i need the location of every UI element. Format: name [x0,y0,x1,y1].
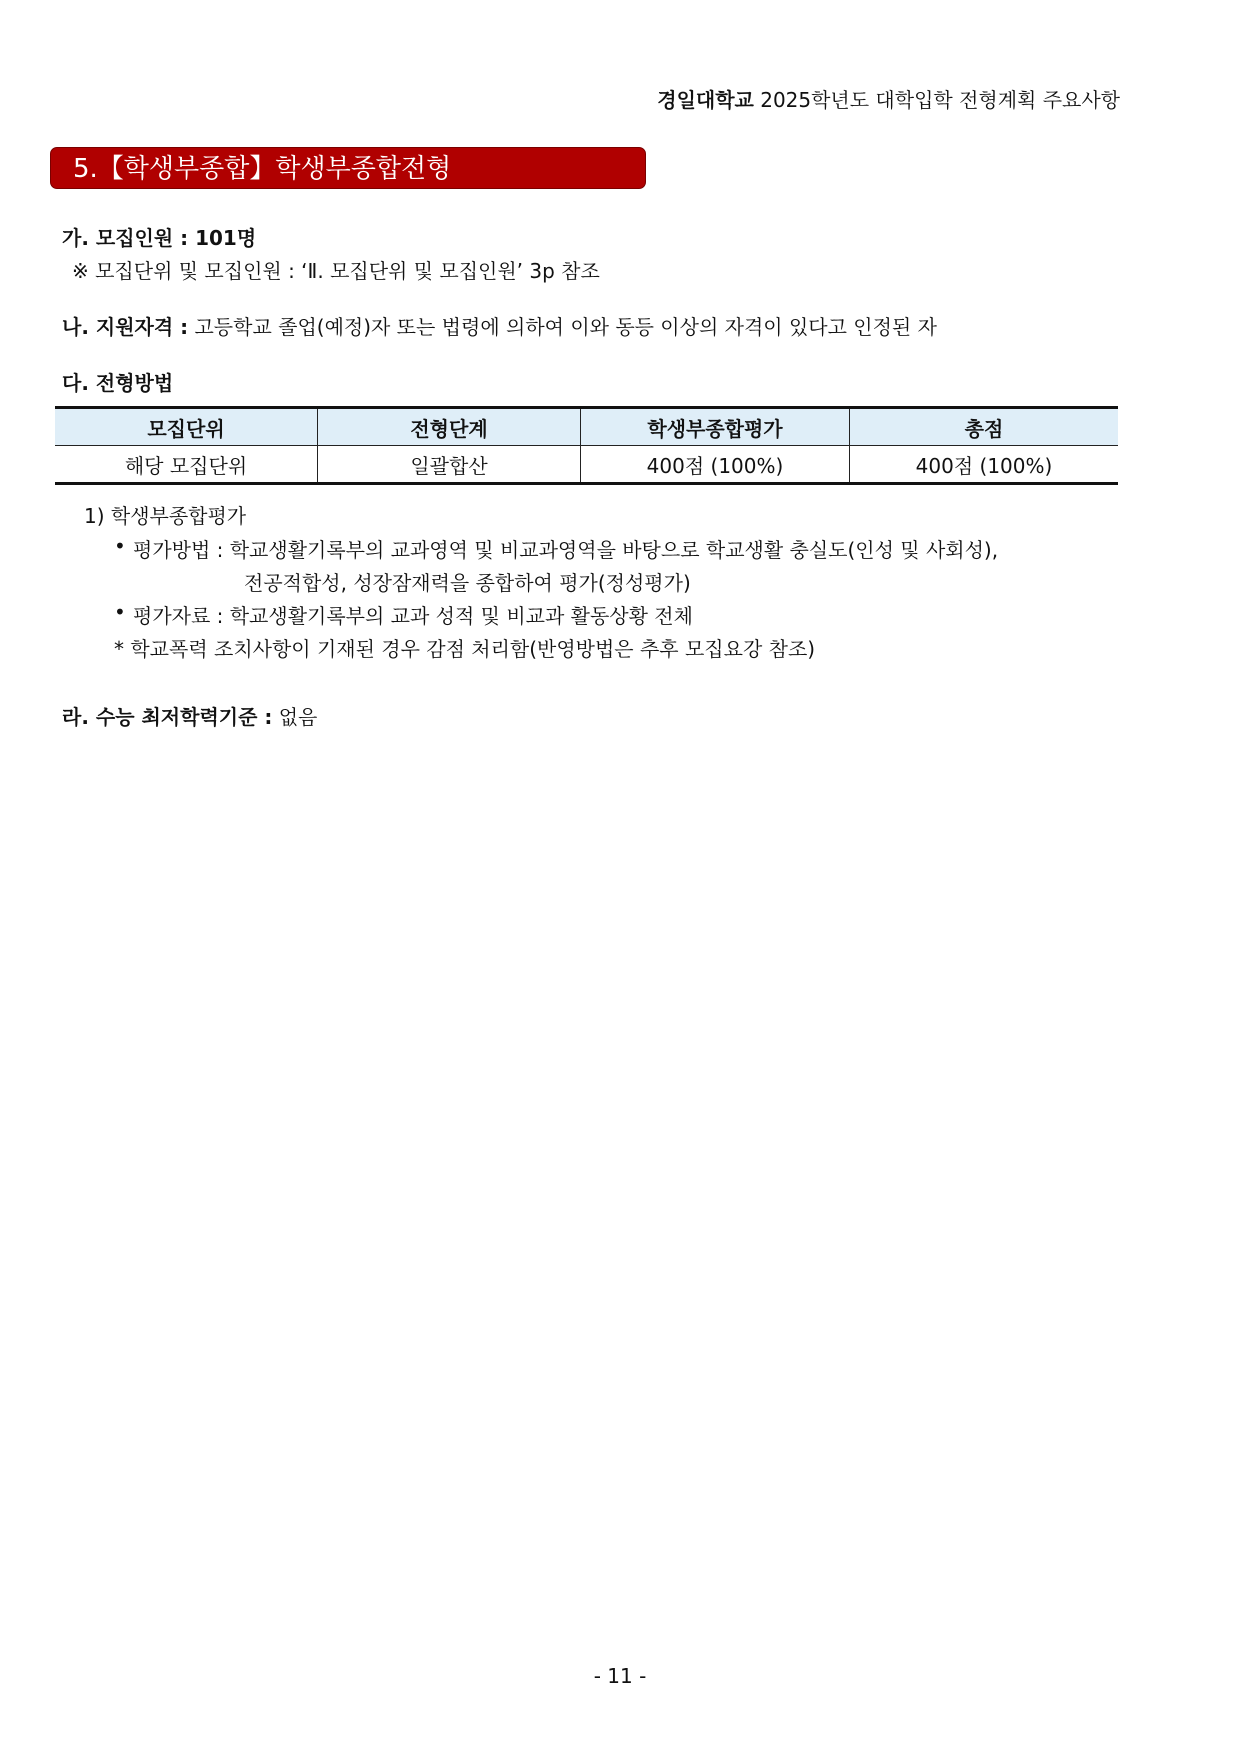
recruitment-count: 가. 모집인원 : 101명 [62,226,257,250]
document-header [657,84,1120,113]
method-heading: 다. 전형방법 [62,371,174,395]
bullet-icon: • [114,600,126,624]
eligibility-label: 나. 지원자격 : [62,315,189,339]
table-header-cell: 총점 [850,408,1119,446]
evaluation-heading: 1) 학생부종합평가 [84,504,247,528]
table-cell: 해당 모집단위 [55,446,318,484]
csat-label: 라. 수능 최저학력기준 : [62,705,273,729]
table-header-row [55,408,1118,446]
csat-minimum [62,701,317,730]
table-cell: 400점 (100%) [581,446,850,484]
method-table [55,406,1118,485]
document-title: 2025학년도 대학입학 전형계획 주요사항 [760,88,1120,112]
recruitment-note: ※ 모집단위 및 모집인원 : ‘Ⅱ. 모집단위 및 모집인원’ 3p 참조 [72,259,600,283]
school-violence-note: * 학교폭력 조치사항이 기재된 경우 감점 처리함(반영방법은 추후 모집요강 참조) [114,637,816,661]
evaluation-method-line2: 전공적합성, 성장잠재력을 종합하여 평가(정성평가) [244,571,691,595]
csat-value: 없음 [278,705,318,729]
university-name: 경일대학교 [657,88,754,112]
table-header-cell: 모집단위 [55,408,318,446]
section-title: 5.【학생부종합】학생부종합전형 [73,154,452,184]
table-header-cell: 학생부종합평가 [581,408,850,446]
evaluation-material: 평가자료 : 학교생활기록부의 교과 성적 및 비교과 활동상황 전체 [133,604,693,628]
section-title-bar [50,147,646,189]
table-row [55,446,1118,484]
eligibility [62,311,937,340]
evaluation-method-line1: 평가방법 : 학교생활기록부의 교과영역 및 비교과영역을 바탕으로 학교생활 충실도(인성 및 사회성), [133,538,999,562]
table-cell: 400점 (100%) [850,446,1119,484]
eligibility-text: 고등학교 졸업(예정)자 또는 법령에 의하여 이와 동등 이상의 자격이 있다고 인정된 자 [194,315,937,339]
table-cell: 일괄합산 [318,446,581,484]
page-number: - 11 - [593,1664,647,1688]
bullet-icon: • [114,534,126,558]
table-header-cell: 전형단계 [318,408,581,446]
